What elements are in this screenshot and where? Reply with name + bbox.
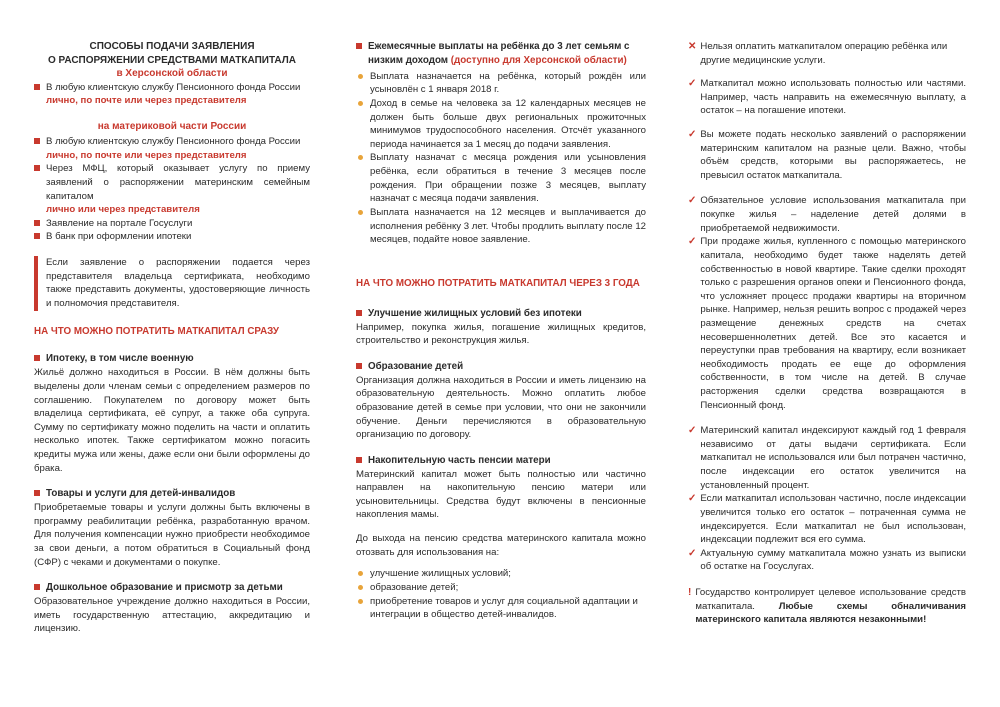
- section-3y-title: НА ЧТО МОЖНО ПОТРАТИТЬ МАТКАПИТАЛ ЧЕРЕЗ 3 ГОДА: [356, 277, 640, 289]
- bullet-dot-icon: [358, 74, 363, 79]
- bullet-square-icon: [34, 84, 40, 90]
- checkmark-icon: ✓: [688, 493, 697, 505]
- preschool-text: Образовательное учреждение должно находиться в России, иметь государственную аттестацию, аккредитацию и лицензию.: [34, 596, 310, 635]
- note-accent-bar: [34, 256, 38, 310]
- housing-text: Например, покупка жилья, погашение жилищных кредитов, строительство и реконструкция жилья.: [356, 321, 646, 347]
- checkmark-icon: ✓: [688, 195, 697, 207]
- pension-heading: Накопительную часть пенсии матери: [356, 454, 646, 468]
- availability-note: (доступно для Херсонской области): [450, 54, 627, 66]
- warning-item: ! Государство контролирует целевое использование средств маткапитала. Любые схемы обналичивания материнского капитала являются незаконными!: [688, 586, 966, 626]
- bullet-square-icon: [356, 363, 362, 369]
- edu-text: Организация должна находиться в России и иметь лицензию на образовательную деятельность. Можно оплатить любое образование детей в семье при условии, что они не закончили обучение. Деньги перечисляются в образовательную организацию по договору.: [356, 374, 646, 441]
- mainland-title: на материковой части России: [97, 120, 247, 132]
- bullet-dot-icon: [358, 210, 363, 215]
- representative-note: Если заявление о распоряжении подается через представителя владельца сертификата, необходимо также представить документы, удостоверяющие личность и полномочия представителя.: [34, 256, 310, 310]
- bullet-square-icon: [356, 310, 362, 316]
- bullet-square-icon: [34, 220, 40, 226]
- bullet-square-icon: [34, 233, 40, 239]
- bullet-square-icon: [356, 457, 362, 463]
- goods-text: Приобретаемые товары и услуги должны быть включены в программу реабилитации ребёнка, разработанную врачом. Для получения компенсации нужно приобрести необходимое за свои деньги, а потом обратиться в Социальный фонд (СФР) с чеками и документами о покупке.: [34, 502, 310, 568]
- bullet-dot-icon: [358, 585, 363, 590]
- monthly-item: Доход в семье на человека за 12 календарных месяцев не должен быть больше двух региональных прожиточных минимумов трудоспособного населения. Отсчёт указанного периода начинается за 1 месяц до подачи заявления.: [356, 97, 646, 151]
- pension-text: Материнский капитал может быть полностью или частично направлен на накопительную пенсию матери или усыновительницы. Средства будут включены в пенсионные накопления мамы.: [356, 468, 646, 521]
- cross-icon: ✕: [688, 41, 697, 52]
- checkmark-icon: ✓: [688, 425, 697, 437]
- bullet-dot-icon: [358, 599, 363, 604]
- section-now-title: НА ЧТО МОЖНО ПОТРАТИТЬ МАТКАПИТАЛ СРАЗУ: [34, 325, 280, 337]
- tip-item: ✓ Актуальную сумму маткапитала можно узнать из выписки об остатке на Госуслугах.: [688, 547, 966, 573]
- mainland-item: Заявление на портале Госуслуги: [34, 217, 310, 231]
- bullet-square-icon: [34, 138, 40, 144]
- bullet-dot-icon: [358, 155, 363, 160]
- mortgage-text: Жильё должно находиться в России. В нём должны быть выделены доли членам семьи с определением размеров по соглашению. Покупателем по договору может быть владелица сертификата, её супруг, а также оба супруга. Сумму по сертификату можно поделить на части и оплатить несколько ипотек. Также сертификатом можно погасить кредиты мужа или жены, даже если они были оформлены до брака.: [34, 367, 310, 474]
- goods-heading: Товары и услуги для детей-инвалидов: [34, 487, 310, 501]
- monthly-item: Выплата назначается на 12 месяцев и выплачивается до исполнения ребёнку 3 лет. Чтобы продлить выплату после 12 месяцев, подайте новое заявление.: [356, 206, 646, 247]
- recall-item: улучшение жилищных условий;: [356, 567, 646, 581]
- bullet-dot-icon: [358, 101, 363, 106]
- tip-item: ✓ Вы можете подать несколько заявлений о распоряжении материнским капиталом на разные цели. Важно, чтобы объём средств, которыми вы распоряжаетесь, не превысил остаток маткапитала.: [688, 129, 966, 181]
- mortgage-heading: Ипотеку, в том числе военную: [34, 352, 310, 366]
- checkmark-icon: ✓: [688, 129, 697, 141]
- edu-heading: Образование детей: [356, 360, 646, 374]
- column-1: [34, 40, 310, 636]
- bullet-square-icon: [356, 43, 362, 49]
- tip-item: ✓ Маткапитал можно использовать полностью или частями. Например, часть направить на ежемесячную выплату, а остаток – на погашение ипотеки.: [688, 78, 966, 117]
- checkmark-icon: ✓: [688, 547, 697, 559]
- kherson-subtitle: в Херсонской области: [116, 68, 228, 79]
- tip-item: ✓ Если маткапитал использован частично, после индексации увеличится только его остаток – потраченная сумма не индексируется. Если маткапитал не был использован, индексации подлежит вся его сумма.: [688, 493, 966, 546]
- tip-item: ✓ При продаже жилья, купленного с помощью материнского капитала, необходимо будет также наделять детей собственностью в новой квартире. Такие сделки проходят только с разрешения органов опеки и Пенсионного фонда, что усложняет процесс продажи квартиры на вторичном рынке. Например, нельзя решить вопрос с продажей через размещение денежных средств на счетах несовершеннолетних детей. Все это касается и переуступки прав требования на квартиру, если возникает необходимость продать ее еще до оформления собственности, в том числе на детей. В случае расторжения сделки средства возвращаются в Пенсионный фонд.: [688, 236, 966, 411]
- exclamation-icon: !: [688, 586, 692, 598]
- checkmark-icon: ✓: [688, 236, 697, 248]
- mainland-item: Через МФЦ, который оказывает услугу по приему заявлений о распоряжении материнским семейным капиталом лично или через представителя: [34, 162, 310, 216]
- recall-item: образование детей;: [356, 581, 646, 595]
- monthly-heading: Ежемесячные выплаты на ребёнка до 3 лет семьям с низким доходом (доступно для Херсонской области): [356, 40, 646, 68]
- bullet-square-icon: [34, 355, 40, 361]
- bullet-dot-icon: [358, 571, 363, 576]
- preschool-heading: Дошкольное образование и присмотр за детьми: [34, 581, 310, 595]
- housing-heading: Улучшение жилищных условий без ипотеки: [356, 307, 646, 321]
- bullet-square-icon: [34, 490, 40, 496]
- mainland-item: В любую клиентскую службу Пенсионного фонда России лично, по почте или через представителя: [34, 135, 310, 162]
- kherson-item: В любую клиентскую службу Пенсионного фонда России лично, по почте или через представителя: [34, 81, 310, 108]
- mainland-item: В банк при оформлении ипотеки: [34, 230, 310, 244]
- bullet-square-icon: [34, 584, 40, 590]
- recall-text: До выхода на пенсию средства материнского капитала можно отозвать для использования на:: [356, 533, 646, 558]
- monthly-item: Выплата назначается на ребёнка, который рождён или усыновлён с 1 января 2018 г.: [356, 70, 646, 97]
- bullet-square-icon: [34, 165, 40, 171]
- checkmark-icon: ✓: [688, 78, 697, 90]
- not-allowed-item: ✕ Нельзя оплатить маткапиталом операцию ребёнка или другие медицинские услуги.: [688, 41, 948, 66]
- tip-item: ✓ Материнский капитал индексируют каждый год 1 февраля независимо от даты выдачи сертификата. Если маткапитал не использовался или был потрачен частично, после индексации его остаток увеличится на установленный процент.: [688, 425, 966, 491]
- column-2: [356, 40, 646, 622]
- recall-item: приобретение товаров и услуг для социальной адаптации и интеграции в общество детей-инвалидов.: [356, 595, 646, 622]
- column-3: [688, 40, 966, 627]
- monthly-item: Выплату назначат с месяца рождения или усыновления ребёнка, если обратиться в течение 3 месяцев после рождения. При обращении позже 3 месяцев, выплату назначат с месяца подачи заявления.: [356, 151, 646, 205]
- main-title: СПОСОБЫ ПОДАЧИ ЗАЯВЛЕНИЯ О РАСПОРЯЖЕНИИ СРЕДСТВАМИ МАТКАПИТАЛА в Херсонской области: [34, 40, 310, 81]
- tip-item: ✓ Обязательное условие использования маткапитала при покупке жилья – наделение детей долями в приобретаемой недвижимости.: [688, 195, 966, 234]
